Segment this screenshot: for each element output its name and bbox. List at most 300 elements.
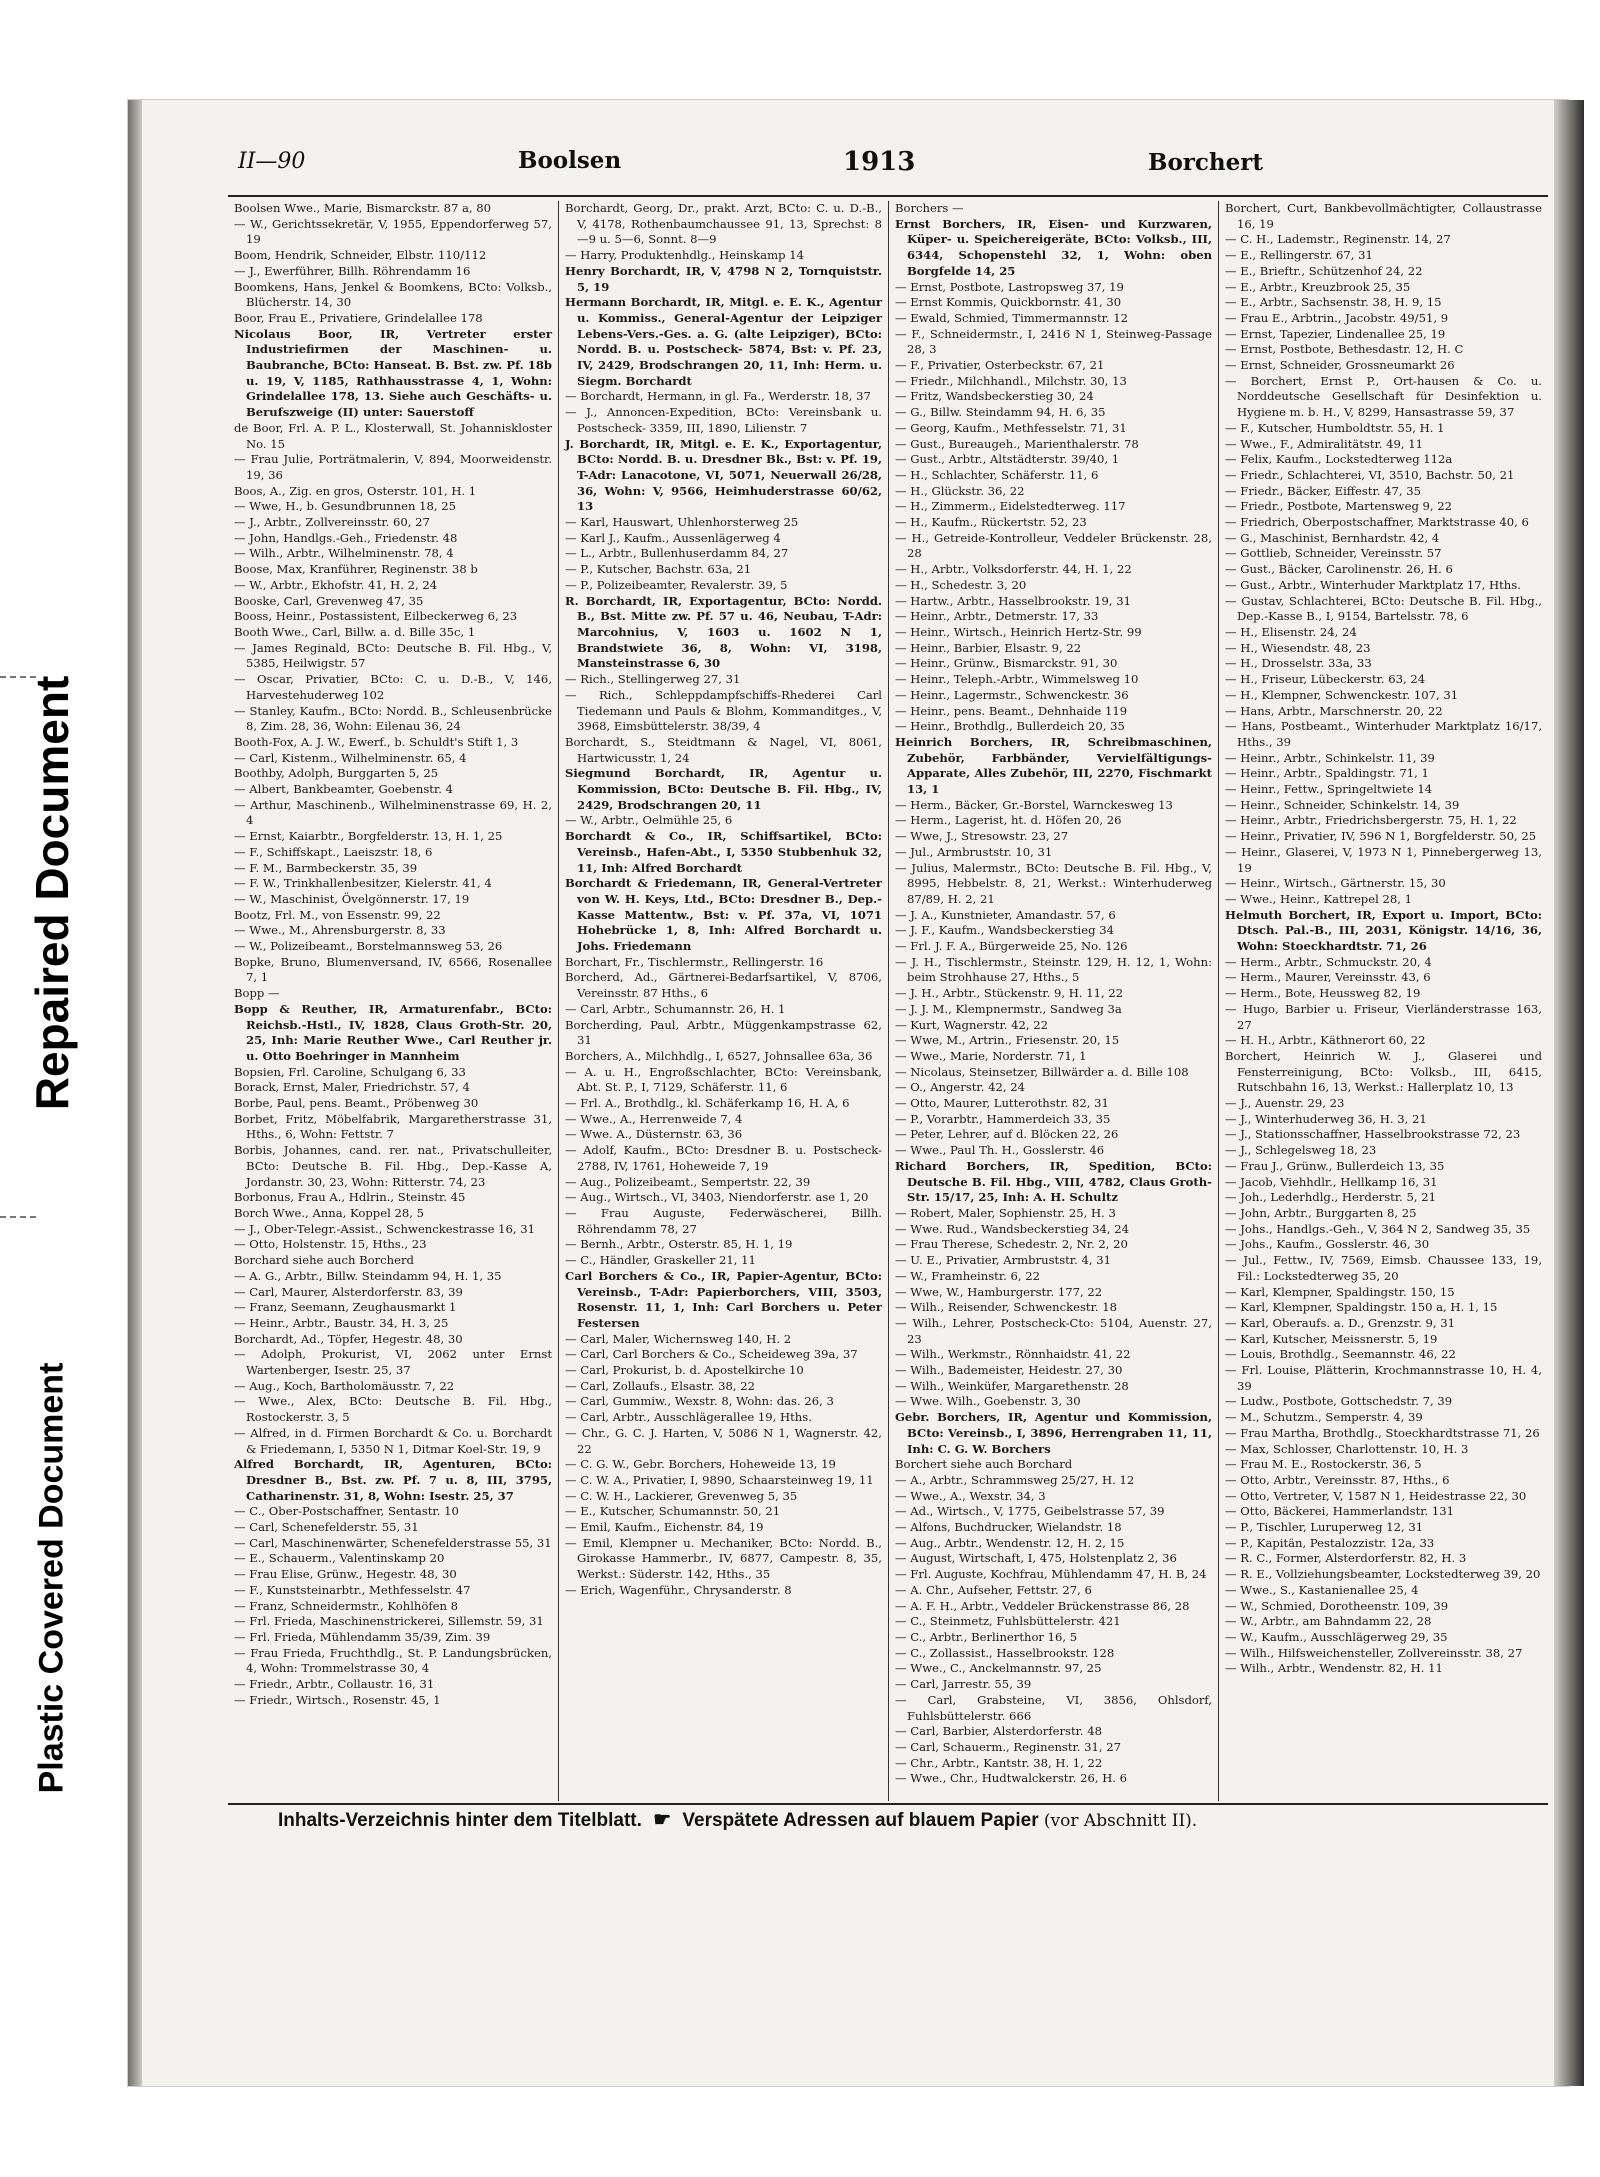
directory-entry: — Borchert, Ernst P., Ort-hausen & Co. u. Norddeutsche Gesellschaft für Desinfektion u. Hygiene m. b. H., V, 8299, Hansastrasse 59, 37: [1225, 373, 1542, 420]
directory-entry: — Wwe., F., Admiralitätstr. 49, 11: [1225, 436, 1424, 451]
directory-entry: — Heinr., Grünw., Bismarckstr. 91, 30: [895, 656, 1118, 671]
directory-entry: — Emil, Klempner u. Mechaniker, BCto: Nordd. B., Girokasse Hammerbr., IV, 6877, Campestr. 8, 35, Werkst.: Süderstr. 142, Hths., 35: [565, 1535, 882, 1582]
directory-entry: — Carl, Carl Borchers & Co., Scheideweg 39a, 37: [565, 1347, 858, 1362]
directory-entry: — Herm., Bäcker, Gr.-Borstel, Warnckesweg 13: [895, 797, 1173, 812]
directory-entry: Helmuth Borchert, IR, Export u. Import, BCto: Dtsch. Pal.-B., III, 2031, Königstr. 14/16, 36, Wohn: Stoeckhardtstr. 71, 26: [1225, 907, 1542, 954]
directory-entry: — J. F., Kaufm., Wandsbeckerstieg 34: [895, 923, 1114, 938]
directory-entry: Gebr. Borchers, IR, Agentur und Kommission, BCto: Vereinsb., I, 3896, Herrengraben 11, 11, Inh: C. G. W. Borchers: [895, 1410, 1212, 1456]
cut-mark-bottom: [0, 1216, 36, 1218]
directory-entry: Alfred Borchardt, IR, Agenturen, BCto: Dresdner B., Bst. zw. Pf. 7 u. 8, III, 3795, Catharinenstr. 31, 8, Wohn: Isestr. 25, 37: [234, 1457, 552, 1503]
directory-entry: Boos, A., Zig. en gros, Osterstr. 101, H. 1: [234, 483, 477, 498]
directory-entry: — James Reginald, BCto: Deutsche B. Fil. Hbg., V, 5385, Heilwigstr. 57: [234, 640, 552, 671]
directory-entry: Ernst Borchers, IR, Eisen- und Kurzwaren, Küper- u. Speichereigeräte, BCto: Volksb., III, 6344, Schopenstehl 32, 1, Wohn: oben Borgfelde 14, 25: [895, 216, 1212, 278]
directory-entry: — Carl, Maler, Wichernsweg 140, H. 2: [565, 1331, 792, 1346]
directory-entry: — J. H., Tischlermstr., Steinstr. 129, H. 12, 1, Wohn: beim Strohhause 27, Hths., 5: [895, 954, 1212, 985]
page-number: II—90: [238, 149, 306, 174]
directory-entry: — Aug., Wirtsch., VI, 3403, Niendorferstr. ase 1, 20: [565, 1190, 869, 1205]
directory-entry: — A. Chr., Aufseher, Fettstr. 27, 6: [895, 1582, 1092, 1597]
directory-entry: — Erich, Wagenführ., Chrysanderstr. 8: [565, 1582, 792, 1597]
footer-section-note: (vor Abschnitt II).: [1043, 1811, 1198, 1831]
directory-entry: — Heinr., Barbier, Elsastr. 9, 22: [895, 640, 1082, 655]
header-first-entry: Boolsen: [518, 147, 622, 174]
directory-entry: — W., Arbtr., am Bahndamm 22, 28: [1225, 1614, 1432, 1629]
directory-entry: — Wwe, H., b. Gesundbrunnen 18, 25: [234, 499, 456, 514]
directory-entry: — H., Zimmerm., Eidelstedterweg. 117: [895, 499, 1126, 514]
directory-entry: Borchert siehe auch Borchard: [895, 1457, 1073, 1472]
directory-entry: — A. F. H., Arbtr., Veddeler Brückenstrasse 86, 28: [895, 1598, 1190, 1613]
directory-entry: — Johs., Kaufm., Gosslerstr. 46, 30: [1225, 1237, 1430, 1252]
directory-entry: — E., Brieftr., Schützenhof 24, 22: [1225, 263, 1423, 278]
directory-entry: — Otto, Vertreter, V, 1587 N 1, Heidestrasse 22, 30: [1225, 1488, 1527, 1503]
directory-entry: — A., Arbtr., Schrammsweg 25/27, H. 12: [895, 1472, 1135, 1487]
header-rule: [228, 195, 1548, 197]
pointing-hand-icon: ☛: [653, 1809, 672, 1831]
directory-entry: — Wwe., Alex, BCto: Deutsche B. Fil. Hbg., Rostockerstr. 3, 5: [234, 1394, 552, 1425]
directory-entry: — Wilh., Hilfsweichensteller, Zollvereinsstr. 38, 27: [1225, 1645, 1523, 1660]
directory-column-2: [558, 201, 888, 1801]
directory-entry: Booth Wwe., Carl, Billw. a. d. Bille 35c, 1: [234, 624, 476, 639]
directory-entry: — C. W. H., Lackierer, Grevenweg 5, 35: [565, 1488, 798, 1503]
directory-entry: — Otto, Maurer, Lutterothstr. 82, 31: [895, 1096, 1109, 1111]
directory-entry: — Frau E., Arbtrin., Jacobstr. 49/51, 9: [1225, 310, 1449, 325]
directory-entry: — Ewald, Schmied, Timmermannstr. 12: [895, 310, 1129, 325]
directory-entry: Richard Borchers, IR, Spedition, BCto: Deutsche B. Fil. Hbg., VIII, 4782, Claus Groth-Str. 15/17, 25, Inh: A. H. Schultz: [895, 1158, 1212, 1205]
directory-entry: — Jul., Armbruststr. 10, 31: [895, 844, 1053, 859]
directory-entry: — J., Stationsschaffner, Hasselbrookstrasse 72, 23: [1225, 1127, 1521, 1142]
directory-entry: Booth-Fox, A. J. W., Ewerf., b. Schuldt's Stift 1, 3: [234, 734, 519, 749]
directory-entry: — Stanley, Kaufm., BCto: Nordd. B., Schleusenbrücke 8, Zim. 28, 36, Wohn: Eilenau 36, 24: [234, 703, 552, 734]
directory-entry: — Frau Frieda, Fruchthdlg., St. P. Landungsbrücken, 4, Wohn: Trommelstrasse 30, 4: [234, 1645, 552, 1676]
directory-entry: — Chr., G. C. J. Harten, V, 5086 N 1, Wagnerstr. 42, 22: [565, 1425, 882, 1456]
directory-entry: — Wwe, M., Artrin., Friesenstr. 20, 15: [895, 1033, 1120, 1048]
directory-entry: — Ernst, Postbote, Bethesdastr. 12, H. C: [1225, 342, 1464, 357]
directory-entry: — Alfred, in d. Firmen Borchardt & Co. u. Borchardt & Friedemann, I, 5350 N 1, Ditmar Koel-Str. 19, 9: [234, 1425, 552, 1456]
directory-entry: — Heinr., Glaserei, V, 1973 N 1, Pinnebergerweg 13, 19: [1225, 844, 1542, 875]
directory-entry: Borbe, Paul, pens. Beamt., Pröbenweg 30: [234, 1096, 479, 1111]
directory-entry: — P., Polizeibeamter, Revalerstr. 39, 5: [565, 577, 788, 592]
directory-entry: — John, Handlgs.-Geh., Friedenstr. 48: [234, 530, 458, 545]
directory-entry: Borchert, Curt, Bankbevollmächtigter, Collaustrasse 16, 19: [1225, 201, 1542, 231]
directory-entry: — Franz, Schneidermstr., Kohlhöfen 8: [234, 1598, 459, 1613]
directory-entry: — Bernh., Arbtr., Osterstr. 85, H. 1, 19: [565, 1237, 793, 1252]
directory-entry: — Friedr., Milchhandl., Milchstr. 30, 13: [895, 373, 1127, 388]
directory-entry: — Rich., Schleppdampfschiffs-Rhederei Carl Tiedemann und Pauls & Blohm, Kommanditges., V, 3968, Eimsbüttelerstr. 38/39, 4: [565, 687, 882, 734]
directory-entry: — Friedr., Wirtsch., Rosenstr. 45, 1: [234, 1692, 441, 1707]
directory-entry: — Heinr., Schneider, Schinkelstr. 14, 39: [1225, 797, 1460, 812]
directory-entry: Borchers, A., Milchhdlg., I, 6527, Johnsallee 63a, 36: [565, 1048, 873, 1063]
directory-entry: — E., Schauerm., Valentinskamp 20: [234, 1551, 445, 1566]
directory-entry: — Aug., Arbtr., Wendenstr. 12, H. 2, 15: [895, 1535, 1125, 1550]
directory-entry: Borbis, Johannes, cand. rer. nat., Privatschulleiter, BCto: Deutsche B. Fil. Hbg., Dep.-Kasse A, Jordanstr. 30, 23, Wohn: Ritterstr. 74, 23: [234, 1143, 552, 1189]
directory-entry: — Gust., Bäcker, Carolinenstr. 26, H. 6: [1225, 562, 1453, 577]
directory-entry: — F., Privatier, Osterbeckstr. 67, 21: [895, 358, 1105, 373]
directory-entry: — Karl, Kutscher, Meissnerstr. 5, 19: [1225, 1331, 1438, 1346]
directory-entry: — Herm., Lagerist, ht. d. Höfen 20, 26: [895, 813, 1122, 828]
page-right-edge: [1554, 100, 1584, 2086]
directory-entry: — Fritz, Wandsbeckerstieg 30, 24: [895, 389, 1094, 404]
directory-entry: — H., Schlachter, Schäferstr. 11, 6: [895, 467, 1099, 482]
directory-entry: — Frau Elise, Grünw., Hegestr. 48, 30: [234, 1567, 457, 1582]
directory-entry: — Borchardt, Hermann, in gl. Fa., Werderstr. 18, 37: [565, 389, 871, 404]
directory-entry: — Frau Martha, Brothdlg., Stoeckhardtstrasse 71, 26: [1225, 1425, 1540, 1440]
footer-late-addresses: Verspätete Adressen auf blauem Papier: [682, 1810, 1039, 1831]
directory-entry: Boomkens, Hans, Jenkel & Boomkens, BCto: Volksb., Blücherstr. 14, 30: [234, 279, 552, 310]
directory-entry: Borchart, Fr., Tischlermstr., Rellingerstr. 16: [565, 954, 824, 969]
directory-entry: — Frau Julie, Porträtmalerin, V, 894, Moorweidenstr. 19, 36: [234, 452, 552, 482]
directory-entry: — Kurt, Wagnerstr. 42, 22: [895, 1017, 1048, 1032]
directory-entry: — F., Schiffskapt., Laeiszstr. 18, 6: [234, 844, 433, 859]
directory-entry: — J., Winterhuderweg 36, H. 3, 21: [1225, 1111, 1427, 1126]
directory-entry: Boolsen Wwe., Marie, Bismarckstr. 87 a, 80: [234, 201, 492, 215]
page-footer: [278, 1807, 1538, 1832]
directory-entry: — Wwe, W., Hamburgerstr. 177, 22: [895, 1284, 1103, 1299]
directory-entry: — Gust., Bureaugeh., Marienthalerstr. 78: [895, 436, 1139, 451]
directory-entry: — Wwe., A., Wexstr. 34, 3: [895, 1488, 1046, 1503]
directory-entry: — H., Wiesendstr. 48, 23: [1225, 640, 1371, 655]
directory-entry: — H., Kaufm., Rückertstr. 52, 23: [895, 515, 1087, 530]
directory-entry: — Hans, Arbtr., Marschnerstr. 20, 22: [1225, 703, 1443, 718]
directory-entry: — Max, Schlosser, Charlottenstr. 10, H. 3: [1225, 1441, 1469, 1456]
directory-columns: [228, 201, 1548, 1801]
directory-entry: — C. H., Lademstr., Reginenstr. 14, 27: [1225, 232, 1451, 247]
directory-entry: — Wwe., C., Anckelmannstr. 97, 25: [895, 1661, 1102, 1676]
directory-entry: — Wwe., S., Kastanienallee 25, 4: [1225, 1582, 1419, 1597]
directory-entry: — Frau J., Grünw., Bullerdeich 13, 35: [1225, 1158, 1445, 1173]
directory-entry: — Karl, Klempner, Spaldingstr. 150, 15: [1225, 1284, 1455, 1299]
directory-entry: — Arthur, Maschinenb., Wilhelminenstrasse 69, H. 2, 4: [234, 797, 552, 828]
directory-entry: — Ernst, Tapezier, Lindenallee 25, 19: [1225, 326, 1446, 341]
directory-entry: — F., Kutscher, Humboldtstr. 55, H. 1: [1225, 420, 1445, 435]
directory-entry: — Carl, Arbtr., Schumannstr. 26, H. 1: [565, 1001, 786, 1016]
directory-entry: — Aug., Polizeibeamt., Sempertstr. 22, 39: [565, 1174, 811, 1189]
directory-column-3: [888, 201, 1218, 1801]
directory-entry: — C., Ober-Postschaffner, Sentastr. 10: [234, 1504, 459, 1519]
directory-entry: — H. H., Arbtr., Käthnerort 60, 22: [1225, 1033, 1426, 1048]
directory-entry: — Peter, Lehrer, auf d. Blöcken 22, 26: [895, 1127, 1119, 1142]
directory-entry: — Friedr., Postbote, Martensweg 9, 22: [1225, 499, 1453, 514]
directory-entry: — H., Schedestr. 3, 20: [895, 577, 1027, 592]
directory-entry: — F. M., Barmbeckerstr. 35, 39: [234, 860, 418, 875]
directory-entry: — Wwe. A., Düsternstr. 63, 36: [565, 1127, 743, 1142]
directory-entry: Heinrich Borchers, IR, Schreibmaschinen, Zubehör, Farbbänder, Vervielfältigungs-Apparate, Alles Zubehör, III, 2270, Fischmarkt 13, 1: [895, 734, 1212, 797]
plastic-covered-label: Plastic Covered Document: [32, 1362, 71, 1794]
directory-entry: — Wilh., Bademeister, Heidestr. 27, 30: [895, 1363, 1123, 1378]
directory-entry: — G., Maschinist, Bernhardstr. 42, 4: [1225, 530, 1440, 545]
directory-entry: Borcherding, Paul, Arbtr., Müggenkampstrasse 62, 31: [565, 1017, 882, 1048]
directory-entry: — E., Arbtr., Kreuzbrook 25, 35: [1225, 279, 1411, 294]
directory-entry: — Harry, Produktenhdlg., Heinskamp 14: [565, 248, 804, 263]
directory-entry: — Wwe, J., Stresowstr. 23, 27: [895, 829, 1069, 844]
directory-entry: — H., Elisenstr. 24, 24: [1225, 624, 1357, 639]
directory-entry: — J. A., Kunstnieter, Amandastr. 57, 6: [895, 907, 1116, 922]
directory-entry: — Wwe., Marie, Norderstr. 71, 1: [895, 1048, 1087, 1063]
directory-entry: — Franz, Seemann, Zeughausmarkt 1: [234, 1300, 457, 1315]
directory-entry: Borchardt & Co., IR, Schiffsartikel, BCto: Vereinsb., Hafen-Abt., I, 5350 Stubbenhuk 32, 11, Inh: Alfred Borchardt: [565, 829, 882, 875]
directory-entry: Henry Borchardt, IR, V, 4798 N 2, Tornquiststr. 5, 19: [565, 263, 882, 294]
directory-entry: — Heinr., Privatier, IV, 596 N 1, Borgfelderstr. 50, 25: [1225, 829, 1537, 844]
directory-entry: Boom, Hendrik, Schneider, Elbstr. 110/112: [234, 248, 487, 263]
directory-entry: — R. C., Former, Alsterdorferstr. 82, H. 3: [1225, 1551, 1467, 1566]
directory-entry: — Heinr., Wirtsch., Gärtnerstr. 15, 30: [1225, 876, 1446, 891]
directory-entry: — Robert, Maler, Sophienstr. 25, H. 3: [895, 1206, 1116, 1220]
directory-entry: — Frl. Frieda, Maschinenstrickerei, Sillemstr. 59, 31: [234, 1614, 544, 1629]
directory-entry: — Friedr., Arbtr., Collaustr. 16, 31: [234, 1677, 435, 1692]
directory-entry: — Ludw., Postbote, Gottschedstr. 7, 39: [1225, 1394, 1453, 1409]
directory-entry: Borch Wwe., Anna, Koppel 28, 5: [234, 1206, 424, 1220]
directory-entry: Siegmund Borchardt, IR, Agentur u. Kommission, BCto: Deutsche B. Fil. Hbg., IV, 2429, Brodschrangen 20, 11: [565, 766, 882, 812]
directory-column-1: [228, 201, 558, 1801]
directory-entry: — Heinr., Arbtr., Schinkelstr. 11, 39: [1225, 750, 1435, 765]
directory-entry: — J., Ewerführer, Billh. Röhrendamm 16: [234, 263, 471, 278]
directory-entry: Borchardt, Ad., Töpfer, Hegestr. 48, 30: [234, 1331, 463, 1346]
directory-entry: Bopke, Bruno, Blumenversand, IV, 6566, Rosenallee 7, 1: [234, 954, 552, 985]
directory-entry: — J., Arbtr., Zollvereinsstr. 60, 27: [234, 515, 430, 530]
directory-entry: — J., Annoncen-Expedition, BCto: Vereinsbank u. Postscheck- 3359, III, 1890, Lilienstr. 7: [565, 405, 882, 435]
directory-entry: — Frl. Frieda, Mühlendamm 35/39, Zim. 39: [234, 1629, 491, 1644]
directory-entry: — Wwe., Chr., Hudtwalckerstr. 26, H. 6: [895, 1771, 1128, 1786]
directory-entry: — Heinr., Arbtr., Detmerstr. 17, 33: [895, 609, 1099, 624]
directory-entry: — W., Gerichtssekretär, V, 1955, Eppendorferweg 57, 19: [234, 216, 552, 247]
directory-entry: — Carl, Schauerm., Reginenstr. 31, 27: [895, 1739, 1122, 1754]
directory-entry: — C. G. W., Gebr. Borchers, Hoheweide 13, 19: [565, 1457, 836, 1472]
directory-entry: — A. u. H., Engroßschlachter, BCto: Vereinsbank, Abt. St. P., I, 7129, Schäferstr. 11, 6: [565, 1064, 882, 1095]
directory-entry: Borcherd, Ad., Gärtnerei-Bedarfsartikel, V, 8706, Vereinsstr. 87 Hths., 6: [565, 970, 882, 1001]
directory-entry: — Albert, Bankbeamter, Goebenstr. 4: [234, 782, 453, 797]
directory-entry: Hermann Borchardt, IR, Mitgl. e. E. K., Agentur u. Kommiss., General-Agentur der Leipziger Lebens-Vers.-Ges. a. G. (alte Leipziger), BCto: Nordd. B. u. Postscheck- 5874, Bst: v. Pf. 23, IV, 2429, Brodschrangen 20, 11, Inh: Herm. u. Siegm. Borchardt: [565, 295, 882, 388]
directory-entry: R. Borchardt, IR, Exportagentur, BCto: Nordd. B., Bst. Mitte zw. Pf. 57 u. 46, Neubau, T-Adr: Marcohnius, V, 1603 u. 1602 N 1, Brandstwiete 36, 8, Wohn: VI, 3198, Mansteinstrasse 6, 30: [565, 593, 882, 671]
directory-entry: — C., Händler, Graskeller 21, 11: [565, 1253, 756, 1268]
directory-entry: — C., Steinmetz, Fuhlsbüttelerstr. 421: [895, 1614, 1121, 1629]
directory-entry: — F., Kunststeinarbtr., Methfesselstr. 47: [234, 1582, 471, 1597]
directory-entry: Carl Borchers & Co., IR, Papier-Agentur, BCto: Vereinsb., T-Adr: Papierborchers, VIII, 3503, Rosenstr. 11, 1, Inh: Carl Borchers u. Peter Festersen: [565, 1268, 882, 1330]
directory-entry: — Carl, Kistenm., Wilhelminenstr. 65, 4: [234, 750, 467, 765]
directory-entry: — Ernst Kommis, Quickbornstr. 41, 30: [895, 295, 1122, 310]
directory-entry: Bootz, Frl. M., von Essenstr. 99, 22: [234, 907, 441, 922]
directory-entry: — W., Maschinist, Övelgönnerstr. 17, 19: [234, 891, 470, 906]
directory-entry: — Frl. A., Brothdlg., kl. Schäferkamp 16, H. A, 6: [565, 1096, 850, 1111]
header-year: 1913: [843, 147, 916, 177]
directory-entry: — Wilh., Weinküfer, Margarethenstr. 28: [895, 1378, 1129, 1393]
directory-entry: — E., Rellingerstr. 67, 31: [1225, 248, 1373, 263]
directory-entry: — Heinr., Wirtsch., Heinrich Hertz-Str. 99: [895, 624, 1142, 639]
directory-entry: — A. G., Arbtr., Billw. Steindamm 94, H. 1, 35: [234, 1268, 502, 1283]
directory-entry: — H., Arbtr., Volksdorferstr. 44, H. 1, 22: [895, 562, 1132, 577]
directory-entry: — Carl, Grabsteine, VI, 3856, Ohlsdorf, Fuhlsbüttelerstr. 666: [895, 1692, 1212, 1723]
directory-entry: Boose, Max, Kranführer, Reginenstr. 38 b: [234, 562, 478, 577]
directory-entry: — Frau Auguste, Federwäscherei, Billh. Röhrendamm 78, 27: [565, 1206, 882, 1236]
directory-entry: — J., Ober-Telegr.-Assist., Schwenckestrasse 16, 31: [234, 1221, 536, 1236]
directory-entry: — L., Arbtr., Bullenhuserdamm 84, 27: [565, 546, 789, 561]
directory-entry: — W., Kaufm., Ausschlägerweg 29, 35: [1225, 1629, 1448, 1644]
directory-entry: — J. H., Arbtr., Stückenstr. 9, H. 11, 22: [895, 986, 1124, 1001]
directory-entry: — Heinr., Fettw., Springeltwiete 14: [1225, 782, 1433, 797]
directory-entry: — Karl, Oberaufs. a. D., Grenzstr. 9, 31: [1225, 1315, 1456, 1330]
directory-entry: — Nicolaus, Steinsetzer, Billwärder a. d. Bille 108: [895, 1064, 1189, 1079]
directory-entry: — Emil, Kaufm., Eichenstr. 84, 19: [565, 1520, 764, 1535]
directory-entry: de Boor, Frl. A. P. L., Klosterwall, St. Johanniskloster No. 15: [234, 420, 552, 451]
directory-entry: — Wilh., Arbtr., Wendenstr. 82, H. 11: [1225, 1661, 1443, 1676]
directory-entry: Borchardt, S., Steidtmann & Nagel, VI, 8061, Hartwicusstr. 1, 24: [565, 734, 882, 765]
directory-entry: — F. W., Trinkhallenbesitzer, Kielerstr. 41, 4: [234, 876, 492, 891]
directory-entry: — H., Getreide-Kontrolleur, Veddeler Brückenstr. 28, 28: [895, 530, 1212, 561]
directory-entry: — Ernst, Postbote, Lastropsweg 37, 19: [895, 279, 1124, 294]
directory-entry: — C., Arbtr., Berlinerthor 16, 5: [895, 1629, 1078, 1644]
directory-entry: — Wwe., Paul Th. H., Gosslerstr. 46: [895, 1143, 1105, 1158]
directory-entry: — Alfons, Buchdrucker, Wielandstr. 18: [895, 1520, 1122, 1535]
directory-entry: — Ernst, Kaiarbtr., Borgfelderstr. 13, H. 1, 25: [234, 829, 503, 844]
directory-entry: — Jacob, Viehhdlr., Hellkamp 16, 31: [1225, 1174, 1438, 1189]
directory-entry: — Wwe., M., Ahrensburgerstr. 8, 33: [234, 923, 446, 938]
directory-entry: — Heinr., pens. Beamt., Dehnhaide 119: [895, 703, 1128, 718]
directory-entry: — H., Glückstr. 36, 22: [895, 483, 1025, 498]
directory-entry: — Jul., Fettw., IV, 7569, Eimsb. Chaussee 133, 19, Fil.: Lockstedterweg 35, 20: [1225, 1253, 1542, 1283]
directory-entry: — Friedr., Schlachterei, VI, 3510, Bachstr. 50, 21: [1225, 467, 1515, 482]
directory-entry: — Friedr., Bäcker, Eiffestr. 47, 35: [1225, 483, 1422, 498]
directory-entry: — Wilh., Arbtr., Wilhelminenstr. 78, 4: [234, 546, 454, 561]
directory-entry: — W., Framheinstr. 6, 22: [895, 1268, 1040, 1283]
directory-entry: — Herm., Arbtr., Schmuckstr. 20, 4: [1225, 954, 1432, 969]
footer-index-note: Inhalts-Verzeichnis hinter dem Titelblatt.: [278, 1810, 642, 1831]
directory-entry: — Frl. J. F. A., Bürgerweide 25, No. 126: [895, 939, 1128, 954]
directory-entry: — Carl, Jarrestr. 55, 39: [895, 1677, 1032, 1692]
directory-entry: — Louis, Brothdlg., Seemannstr. 46, 22: [1225, 1347, 1456, 1362]
directory-entry: — Carl, Maschinenwärter, Schenefelderstrasse 55, 31: [234, 1535, 552, 1550]
directory-entry: Nicolaus Boor, IR, Vertreter erster Industriefirmen der Maschinen- u. Baubranche, BCto: Hanseat. B. Bst. zw. Pf. 18b u. 19, V, 1185, Rathhausstrasse 4, 1, Wohn: Grindelallee 178, 13. Siehe auch Geschäfts- u. Berufszweige (II) unter: Sauerstoff: [234, 326, 552, 420]
directory-entry: — Rich., Stellingerweg 27, 31: [565, 672, 741, 687]
directory-entry: Borack, Ernst, Maler, Friedrichstr. 57, 4: [234, 1080, 470, 1095]
directory-entry: — Carl, Barbier, Alsterdorferstr. 48: [895, 1724, 1103, 1739]
directory-entry: — Heinr., Teleph.-Arbtr., Wimmelsweg 10: [895, 672, 1139, 687]
directory-entry: — W., Polizeibeamt., Borstelmannsweg 53, 26: [234, 939, 503, 954]
directory-entry: — Heinr., Arbtr., Spaldingstr. 71, 1: [1225, 766, 1429, 781]
directory-entry: Borchers —: [895, 201, 964, 215]
directory-entry: — Ernst, Schneider, Grossneumarkt 26: [1225, 358, 1455, 373]
directory-entry: — Felix, Kaufm., Lockstedterweg 112a: [1225, 452, 1453, 467]
directory-entry: — C., Zollassist., Hasselbrookstr. 128: [895, 1645, 1115, 1660]
page-binding-edge: [128, 100, 142, 2086]
directory-entry: Bopp & Reuther, IR, Armaturenfabr., BCto: Reichsb.-Hstl., IV, 1828, Claus Groth-Str. 20, 25, Inh: Marie Reuther Wwe., Carl Reuther jr. u. Otto Boehringer in Mannheim: [234, 1001, 552, 1063]
directory-entry: — P., Kapitän, Pestalozzistr. 12a, 33: [1225, 1535, 1435, 1550]
directory-entry: — Otto, Arbtr., Vereinsstr. 87, Hths., 6: [1225, 1472, 1450, 1487]
directory-entry: — Wwe. Rud., Wandsbeckerstieg 34, 24: [895, 1221, 1130, 1236]
directory-entry: — Wwe., Heinr., Kattrepel 28, 1: [1225, 891, 1412, 906]
directory-entry: Bopp —: [234, 986, 280, 1001]
directory-entry: — P., Kutscher, Bachstr. 63a, 21: [565, 562, 752, 577]
directory-entry: — Karl, Klempner, Spaldingstr. 150 a, H. 1, 15: [1225, 1300, 1498, 1315]
directory-entry: — Oscar, Privatier, BCto: C. u. D.-B., V, 146, Harvestehuderweg 102: [234, 672, 552, 702]
directory-entry: — Carl, Prokurist, b. d. Apostelkirche 10: [565, 1363, 804, 1378]
directory-entry: — Karl J., Kaufm., Aussenlägerweg 4: [565, 530, 781, 545]
directory-entry: — Julius, Malermstr., BCto: Deutsche B. Fil. Hbg., V, 8995, Hebbelstr. 8, 21, Werkst.: Winterhuderweg 87/89, H. 2, 21: [895, 860, 1212, 906]
directory-entry: — Frau M. E., Rostockerstr. 36, 5: [1225, 1457, 1422, 1472]
directory-entry: — Ad., Wirtsch., V, 1775, Geibelstrasse 57, 39: [895, 1504, 1165, 1519]
directory-entry: — P., Tischler, Luruperweg 12, 31: [1225, 1520, 1424, 1535]
directory-entry: Booss, Heinr., Postassistent, Eilbeckerweg 6, 23: [234, 609, 518, 624]
directory-entry: — E., Kutscher, Schumannstr. 50, 21: [565, 1504, 781, 1519]
directory-entry: — Heinr., Lagermstr., Schwenckestr. 36: [895, 687, 1129, 702]
directory-entry: — Wilh., Reisender, Schwenckestr. 18: [895, 1300, 1117, 1315]
directory-entry: — Hans, Postbeamt., Winterhuder Marktplatz 16/17, Hths., 39: [1225, 719, 1542, 749]
directory-entry: — O., Angerstr. 42, 24: [895, 1080, 1025, 1095]
directory-entry: — Carl, Gummiw., Wexstr. 8, Wohn: das. 26, 3: [565, 1394, 834, 1409]
header-last-entry: Borchert: [1148, 149, 1263, 176]
directory-entry: — Gustav, Schlachterei, BCto: Deutsche B. Fil. Hbg., Dep.-Kasse B., I, 9154, Bartelsstr. 78, 6: [1225, 593, 1542, 624]
directory-entry: — Johs., Handlgs.-Geh., V, 364 N 2, Sandweg 35, 35: [1225, 1221, 1531, 1236]
directory-entry: Borchardt & Friedemann, IR, General-Vertreter von W. H. Keys, Ltd., BCto: Dresdner B., Dep.-Kasse Mattentw., Bst: v. Pf. 37a, VI, 1071 Hohebrücke 1, 8, Inh: Alfred Borchardt u. Johs. Friedemann: [565, 876, 882, 954]
directory-entry: Borchardt, Georg, Dr., prakt. Arzt, BCto: C. u. D.-B., V, 4178, Rothenbaumchaussee 91, 13, Sprechst: 8—9 u. 5—6, Sonnt. 8—9: [565, 201, 882, 247]
directory-entry: Borbet, Fritz, Möbelfabrik, Margaretherstrasse 31, Hths., 6, Wohn: Fettstr. 7: [234, 1111, 552, 1142]
directory-entry: Borchert, Heinrich W. J., Glaserei und Fensterreinigung, BCto: Volksb., III, 6415, Rutschbahn 16, 13, Werkst.: Hallerplatz 10, 13: [1225, 1048, 1542, 1095]
directory-entry: — Carl, Schenefelderstr. 55, 31: [234, 1520, 419, 1535]
directory-entry: — W., Arbtr., Oelmühle 25, 6: [565, 813, 733, 828]
directory-entry: — Hartw., Arbtr., Hasselbrookstr. 19, 31: [895, 593, 1131, 608]
directory-entry: — Gottlieb, Schneider, Vereinsstr. 57: [1225, 546, 1442, 561]
directory-entry: — P., Vorarbtr., Hammerdeich 33, 35: [895, 1111, 1111, 1126]
page-header: [238, 145, 1528, 185]
repaired-document-label: Repaired Document: [26, 675, 78, 1111]
directory-entry: — Heinr., Arbtr., Friedrichsbergerstr. 75, H. 1, 22: [1225, 813, 1517, 828]
directory-entry: — G., Billw. Steindamm 94, H. 6, 35: [895, 405, 1106, 420]
directory-entry: Borchard siehe auch Borcherd: [234, 1253, 414, 1268]
directory-entry: — Adolf, Kaufm., BCto: Dresdner B. u. Postscheck- 2788, IV, 1761, Hoheweide 7, 19: [565, 1143, 882, 1173]
directory-entry: — John, Arbtr., Burggarten 8, 25: [1225, 1206, 1417, 1220]
directory-entry: — Herm., Bote, Heussweg 82, 19: [1225, 986, 1421, 1001]
directory-entry: — E., Arbtr., Sachsenstr. 38, H. 9, 15: [1225, 295, 1442, 310]
directory-entry: — C. W. A., Privatier, I, 9890, Schaarsteinweg 19, 11: [565, 1472, 874, 1487]
directory-entry: — Wwe., A., Herrenweide 7, 4: [565, 1111, 743, 1126]
directory-entry: — Wwe. Wilh., Goebenstr. 3, 30: [895, 1394, 1081, 1409]
directory-entry: — Hugo, Barbier u. Friseur, Vierländerstrasse 163, 27: [1225, 1001, 1542, 1032]
footer-rule: [228, 1803, 1548, 1805]
directory-entry: — Friedrich, Oberpostschaffner, Marktstrasse 40, 6: [1225, 515, 1529, 530]
directory-entry: — Carl, Arbtr., Ausschlägerallee 19, Hths.: [565, 1410, 812, 1425]
directory-entry: Borbonus, Frau A., Hdlrin., Steinstr. 45: [234, 1190, 466, 1205]
directory-entry: — Gust., Arbtr., Winterhuder Marktplatz 17, Hths.: [1225, 577, 1521, 592]
directory-entry: — Heinr., Brothdlg., Bullerdeich 20, 35: [895, 719, 1125, 734]
directory-entry: — J., Auenstr. 29, 23: [1225, 1096, 1345, 1111]
directory-entry: — Herm., Maurer, Vereinsstr. 43, 6: [1225, 970, 1431, 985]
directory-entry: — F., Schneidermstr., I, 2416 N 1, Steinweg-Passage 28, 3: [895, 326, 1212, 357]
directory-entry: — J., Schlegelsweg 18, 23: [1225, 1143, 1377, 1158]
directory-entry: — M., Schutzm., Semperstr. 4, 39: [1225, 1410, 1423, 1425]
directory-entry: — August, Wirtschaft, I, 475, Holstenplatz 2, 36: [895, 1551, 1177, 1566]
directory-entry: Bopsien, Frl. Caroline, Schulgang 6, 33: [234, 1064, 466, 1079]
directory-entry: — H., Klempner, Schwenckestr. 107, 31: [1225, 687, 1459, 702]
directory-entry: Boothby, Adolph, Burggarten 5, 25: [234, 766, 439, 781]
directory-entry: — H., Drosselstr. 33a, 33: [1225, 656, 1372, 671]
directory-entry: — Adolph, Prokurist, VI, 2062 unter Ernst Wartenberger, Isestr. 25, 37: [234, 1347, 552, 1378]
directory-column-4: [1218, 201, 1548, 1801]
directory-entry: — Aug., Koch, Bartholomäusstr. 7, 22: [234, 1378, 455, 1393]
directory-entry: Booske, Carl, Grevenweg 47, 35: [234, 593, 424, 608]
directory-entry: — Gust., Arbtr., Altstädterstr. 39/40, 1: [895, 452, 1120, 467]
directory-entry: — Otto, Holstenstr. 15, Hths., 23: [234, 1237, 427, 1252]
directory-entry: — Otto, Bäckerei, Hammerlandstr. 131: [1225, 1504, 1455, 1519]
directory-entry: — Frl. Auguste, Kochfrau, Mühlendamm 47, H. B, 24: [895, 1567, 1207, 1582]
directory-entry: — U. E., Privatier, Armbruststr. 4, 31: [895, 1253, 1111, 1268]
directory-entry: — Heinr., Arbtr., Baustr. 34, H. 3, 25: [234, 1315, 449, 1330]
directory-entry: — R. E., Vollziehungsbeamter, Lockstedterweg 39, 20: [1225, 1567, 1541, 1582]
directory-entry: — Wilh., Werkmstr., Rönnhaidstr. 41, 22: [895, 1347, 1131, 1362]
directory-entry: J. Borchardt, IR, Mitgl. e. E. K., Exportagentur, BCto: Nordd. B. u. Dresdner Bk., Bst: v. Pf. 19, T-Adr: Lanacotone, VI, 5071, Neuerwall 26/28, 36, Wohn: V, 9566, Heimhuderstrasse 60/62, 13: [565, 436, 882, 514]
directory-entry: — Carl, Maurer, Alsterdorferstr. 83, 39: [234, 1284, 463, 1299]
directory-entry: — Joh., Lederhdlg., Herderstr. 5, 21: [1225, 1190, 1436, 1205]
directory-entry: — W., Arbtr., Ekhofstr. 41, H. 2, 24: [234, 577, 438, 592]
directory-entry: — Chr., Arbtr., Kantstr. 38, H. 1, 22: [895, 1755, 1103, 1770]
directory-entry: — J. J. M., Klempnermstr., Sandweg 3a: [895, 1001, 1122, 1016]
directory-entry: — Carl, Zollaufs., Elsastr. 38, 22: [565, 1378, 755, 1393]
directory-entry: — Wilh., Lehrer, Postscheck-Cto: 5104, Auenstr. 27, 23: [895, 1315, 1212, 1346]
